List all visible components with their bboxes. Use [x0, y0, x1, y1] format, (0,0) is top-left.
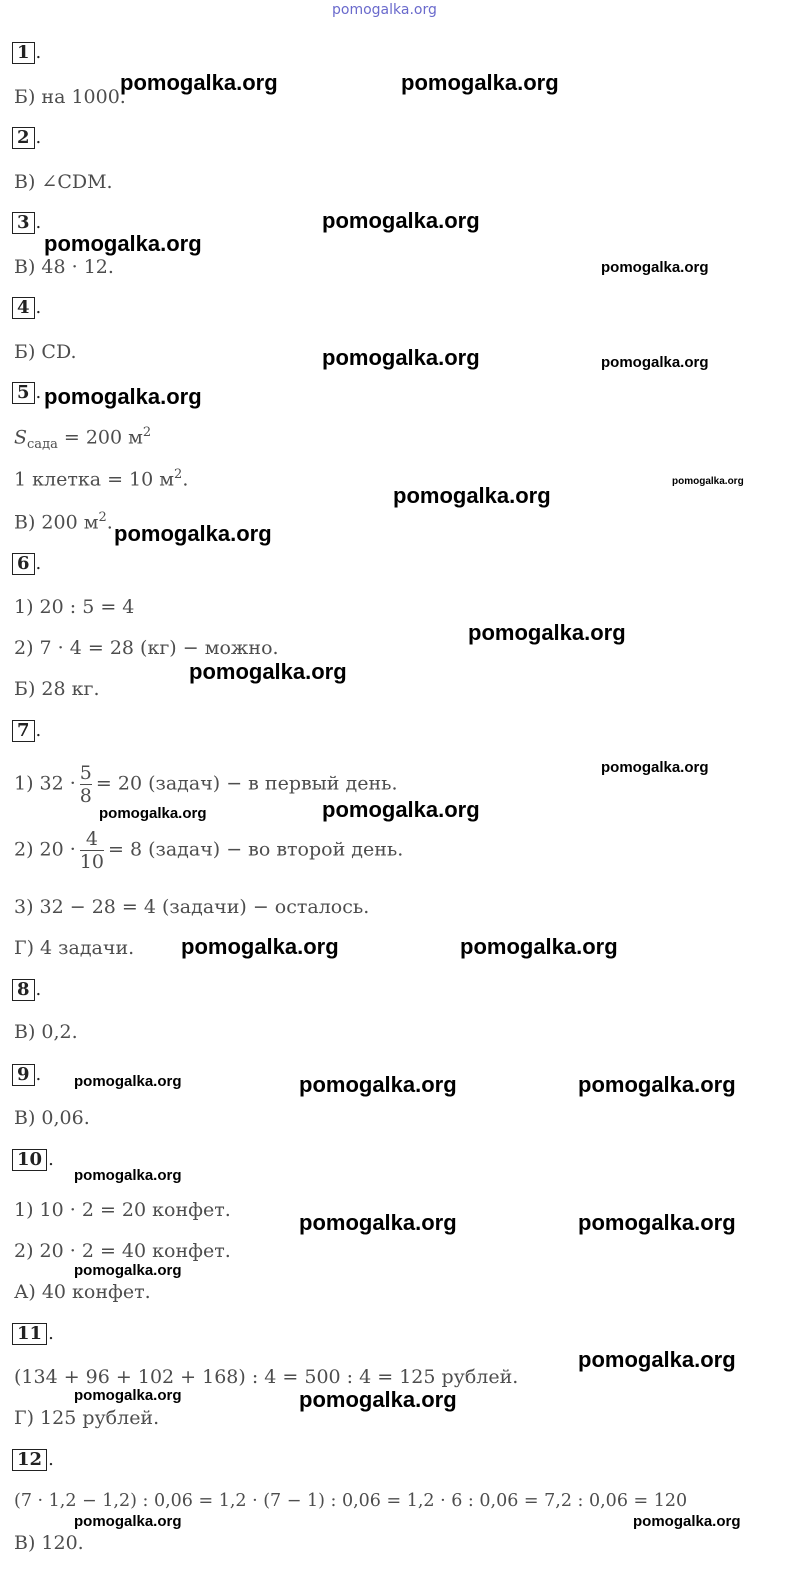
watermark: pomogalka.org [99, 805, 207, 822]
q-num-box: 1 [12, 42, 35, 64]
q10-answer: А) 40 конфет. [14, 1281, 151, 1303]
watermark: pomogalka.org [322, 345, 480, 370]
q11-answer: Г) 125 рублей. [14, 1407, 160, 1429]
fraction: $\frac{5}{8}$ [79, 762, 92, 807]
q8-answer: В) 0,2. [14, 1021, 78, 1043]
watermark: pomogalka.org [44, 231, 202, 256]
watermark: pomogalka.org [393, 483, 551, 508]
q-num-box: 5 [12, 382, 35, 404]
q-num-box: 9 [12, 1064, 35, 1086]
q11-line-1: (134 + 96 + 102 + 168) : 4 = 500 : 4 = 125 рублей. [14, 1366, 519, 1388]
question-7-number: 7 . [12, 720, 41, 742]
watermark: pomogalka.org [74, 1513, 182, 1530]
question-1-number: 1 . [12, 42, 41, 64]
q12-line-1: (7 · 1,2 − 1,2) : 0,06 = 1,2 · (7 − 1) : 0,06 = 1,2 · 6 : 0,06 = 7,2 : 0,06 = 120 [14, 1491, 688, 1511]
watermark: pomogalka.org [578, 1072, 736, 1097]
watermark: pomogalka.org [601, 759, 709, 776]
watermark: pomogalka.org [44, 384, 202, 409]
watermark: pomogalka.org [578, 1210, 736, 1235]
question-11-number: 11 . [12, 1323, 54, 1345]
q-num-box: 3 [12, 212, 35, 234]
q9-answer: В) 0,06. [14, 1107, 90, 1129]
q3-answer: В) 48 · 12. [14, 256, 114, 278]
q7-line-1: 1) 32 · $\frac{5}{8}$ = 20 (задач) − в первый день. [14, 762, 398, 807]
q6-line-2: 2) 7 · 4 = 28 (кг) − можно. [14, 637, 279, 659]
watermark: pomogalka.org [401, 70, 559, 95]
watermark: pomogalka.org [114, 521, 272, 546]
q2-answer: В) ∠CDM. [14, 171, 113, 193]
q6-line-1: 1) 20 : 5 = 4 [14, 596, 135, 618]
q-num-box: 12 [12, 1449, 47, 1471]
q5-answer: В) 200 $м^2$. [14, 510, 113, 534]
watermark: pomogalka.org [322, 797, 480, 822]
q10-line-2: 2) 20 · 2 = 40 конфет. [14, 1240, 231, 1262]
question-2-number: 2 . [12, 127, 41, 149]
watermark: pomogalka.org [299, 1210, 457, 1235]
question-10-number: 10 . [12, 1149, 54, 1171]
watermark: pomogalka.org [189, 659, 347, 684]
q5-line-1: $S_{сада} = 200$ $м^2$ [14, 425, 152, 453]
q1-answer: Б) на 1000. [14, 86, 126, 108]
watermark: pomogalka.org [299, 1072, 457, 1097]
q7-line-3: 3) 32 − 28 = 4 (задачи) − осталось. [14, 896, 370, 918]
q5-line-2: 1 клетка = 10 $м^2$. [14, 467, 189, 491]
watermark: pomogalka.org [468, 620, 626, 645]
watermark: pomogalka.org [74, 1167, 182, 1184]
question-3-number: 3 . [12, 212, 41, 234]
q4-answer: Б) CD. [14, 341, 77, 363]
watermark: pomogalka.org [460, 934, 618, 959]
watermark: pomogalka.org [601, 259, 709, 276]
question-4-number: 4 . [12, 297, 41, 319]
watermark: pomogalka.org [601, 354, 709, 371]
watermark: pomogalka.org [672, 476, 744, 487]
q-num-box: 6 [12, 553, 35, 575]
question-6-number: 6 . [12, 553, 41, 575]
q-num-box: 7 [12, 720, 35, 742]
watermark: pomogalka.org [74, 1387, 182, 1404]
watermark: pomogalka.org [74, 1073, 182, 1090]
q-num-box: 11 [12, 1323, 47, 1345]
watermark: pomogalka.org [299, 1387, 457, 1412]
question-5-number: 5 . [12, 382, 41, 404]
question-8-number: 8 . [12, 979, 41, 1001]
watermark: pomogalka.org [120, 70, 278, 95]
question-12-number: 12 . [12, 1449, 54, 1471]
watermark: pomogalka.org [578, 1347, 736, 1372]
q6-answer: Б) 28 кг. [14, 678, 100, 700]
q-num-box: 2 [12, 127, 35, 149]
q7-answer: Г) 4 задачи. [14, 937, 135, 959]
watermark: pomogalka.org [181, 934, 339, 959]
q-num-box: 10 [12, 1149, 47, 1171]
watermark: pomogalka.org [74, 1262, 182, 1279]
q10-line-1: 1) 10 · 2 = 20 конфет. [14, 1199, 231, 1221]
q7-line-2: 2) 20 · $\frac{4}{10}$ = 8 (задач) − во второй день. [14, 828, 404, 873]
fraction: $\frac{4}{10}$ [79, 828, 104, 873]
q12-answer: В) 120. [14, 1532, 84, 1554]
question-9-number: 9 . [12, 1064, 41, 1086]
q-num-box: 8 [12, 979, 35, 1001]
watermark: pomogalka.org [633, 1513, 741, 1530]
site-header: pomogalka.org [332, 2, 437, 18]
watermark: pomogalka.org [322, 208, 480, 233]
q-num-box: 4 [12, 297, 35, 319]
